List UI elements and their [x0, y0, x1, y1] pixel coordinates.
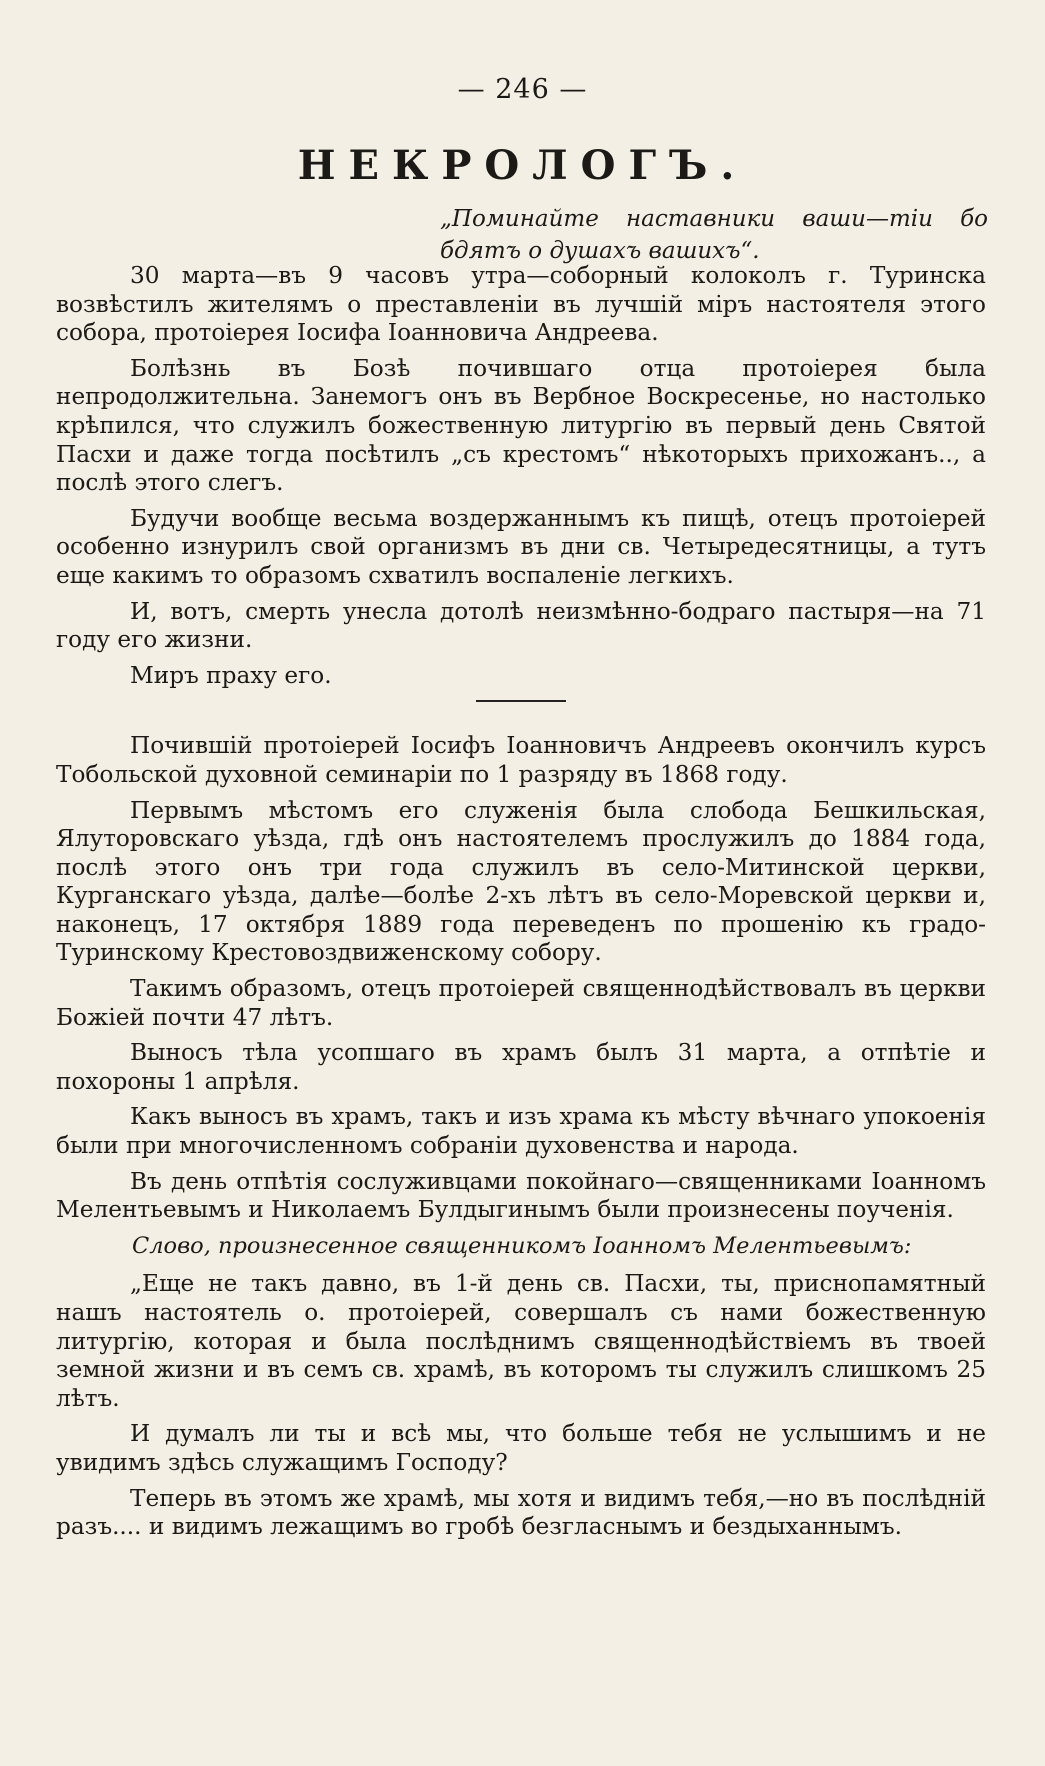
paragraph: И думалъ ли ты и всѣ мы, что больше тебя не услышимъ и не увидимъ здѣсь служащимъ Господу? — [56, 1420, 986, 1476]
section-divider — [476, 700, 566, 702]
paragraph: Миръ праху его. — [130, 661, 332, 689]
paragraph: Будучи вообще весьма воздержаннымъ къ пищѣ, отецъ протоіерей особенно изнурилъ свой организмъ въ дни св. Четыредесятницы, а тутъ еще какимъ то образомъ схватилъ воспаленіе легкихъ. — [56, 504, 986, 589]
paragraph: Болѣзнь въ Бозѣ почившаго отца протоіерея была непродолжительна. Занемогъ онъ въ Вербное Воскресенье, но настолько крѣпился, что служилъ божественную литургію въ первый день Святой Пасхи и даже тогда посѣтилъ „съ крестомъ“ нѣкоторыхъ прихожанъ.., а послѣ этого слегъ. — [56, 354, 986, 497]
paragraph: Почившій протоіерей Іосифъ Іоанновичъ Андреевъ окончилъ курсъ Тобольской духовной семинаріи по 1 разряду въ 1868 году. — [56, 732, 986, 788]
paragraph: И, вотъ, смерть унесла дотолѣ неизмѣнно-бодраго пастыря—на 71 году его жизни. — [56, 597, 986, 654]
paragraph: Теперь въ этомъ же храмѣ, мы хотя и видимъ тебя,—но въ послѣдній разъ.... и видимъ лежащимъ во гробѣ безгласнымъ и бездыханнымъ. — [56, 1484, 986, 1541]
paragraph: „Еще не такъ давно, въ 1-й день св. Пасхи, ты, приснопамятный нашъ настоятель о. протоіерей, совершалъ съ нами божественную литургію, которая и была послѣднимъ священнодѣйствіемъ въ твоей земной жизни и въ семъ св. храмѣ, въ которомъ ты служилъ слишкомъ 25 лѣтъ. — [56, 1270, 986, 1412]
page-title: НЕКРОЛОГЪ. — [297, 142, 748, 189]
paragraph: Въ день отпѣтія сослуживцами покойнаго—священниками Іоанномъ Мелентьевымъ и Николаемъ Булдыгинымъ были произнесены поученія. — [56, 1167, 986, 1224]
epigraph: „Поминайте наставники ваши—тіи бо бдятъ о душахъ вашихъ“. — [440, 206, 988, 264]
paragraph: 30 марта—въ 9 часовъ утра—соборный колоколъ г. Туринска возвѣстилъ жителямъ о преставленіи въ лучшій міръ настоятеля этого собора, протоіерея Іосифа Іоанновича Андреева. — [56, 262, 986, 347]
paragraph: Какъ выносъ въ храмъ, такъ и изъ храма къ мѣсту вѣчнаго упокоенія были при многочисленномъ собраніи духовенства и народа. — [56, 1103, 986, 1160]
paragraph: Выносъ тѣла усопшаго въ храмъ былъ 31 марта, а отпѣтіе и похороны 1 апрѣля. — [56, 1039, 986, 1095]
paragraph: Первымъ мѣстомъ его служенія была слобода Бешкильская, Ялуторовскаго уѣзда, гдѣ онъ настоятелемъ прослужилъ до 1884 года, послѣ этого онъ три года служилъ въ село-Митинской церкви, Курганскаго уѣзда, далѣе—болѣе 2-хъ лѣтъ въ село-Моревской церкви и, наконецъ, 17 октября 1889 года переведенъ по прошенію къ градо-Туринскому Крестовоздвиженскому собору. — [56, 796, 986, 967]
paragraph: Такимъ образомъ, отецъ протоіерей священнодѣйствовалъ въ церкви Божіей почти 47 лѣтъ. — [56, 975, 986, 1031]
article-body — [56, 262, 986, 1549]
sermon-heading: Слово, произнесенное священникомъ Іоанномъ Мелентьевымъ: — [132, 1232, 912, 1259]
page-number: — 246 — — [457, 74, 588, 105]
